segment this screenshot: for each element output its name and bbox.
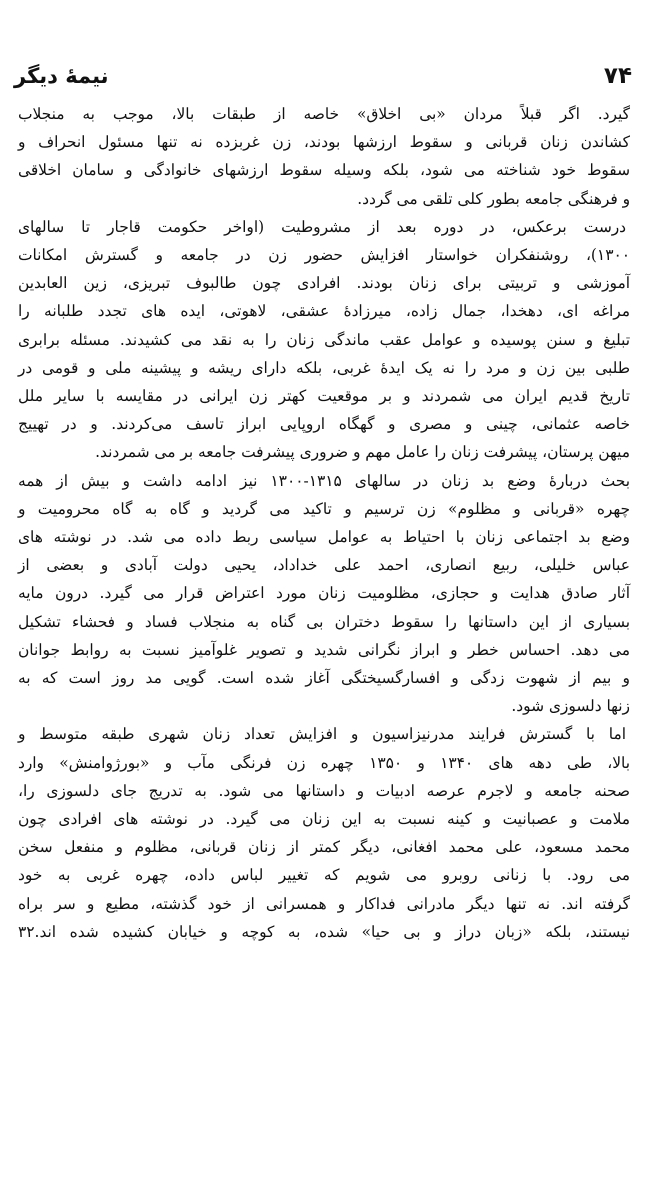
body-text xyxy=(18,100,630,946)
text-line: چهره «قربانی و مظلوم» زن ترسیم و تاکید می گردید و گاه به گاه محرومیت و xyxy=(18,499,630,518)
text-line: میهن پرستان، پیشرفت زنان را عامل مهم و ضروری پیشرفت جامعه بر می شمردند. xyxy=(95,443,630,462)
running-title: نیمهٔ دیگر xyxy=(14,64,109,88)
text-line: ملامت و عصبانیت و کینه نسبت به این زنان می گیرد. در نوشته های افرادی چون xyxy=(18,810,630,829)
page-header xyxy=(14,58,632,94)
text-line: محمد مسعود، علی محمد افغانی، دیگر کمتر از زنان قربانی، مظلوم و منفعل سخن xyxy=(18,838,630,857)
text-line: ۱۳۰۰)، روشنفکران خواستار افزایش حضور زن در جامعه و گسترش امکانات xyxy=(18,246,630,265)
page-number: ۷۴ xyxy=(603,63,632,89)
text-line: می دهد. احساس خطر و ابراز نگرانی شدید و تصویر غلوآمیز نسبت به روابط جوانان xyxy=(18,640,630,659)
text-line: درست برعکس، در دوره بعد از مشروطیت (اواخر حکومت قاجار تا سالهای xyxy=(18,217,626,236)
text-line: آثار صادق هدایت و حجازی، مظلومیت زنان مورد اعتراض قرار می گیرد. درون مایه xyxy=(18,584,630,603)
text-line: و بیم از شهوت زدگی و افسارگسیختگی آغاز شده است. گویی مد روز است که به xyxy=(18,669,630,688)
text-line: اما با گسترش فرایند مدرنیزاسیون و افزایش تعداد زنان شهری طبقه متوسط و xyxy=(18,725,626,744)
text-line: کشاندن زنان قربانی و سقوط ارزشها بودند، زن غربزده نه تنها مسئول انحراف و xyxy=(18,133,630,152)
text-line: زنها دلسوزی شود. xyxy=(511,697,630,716)
text-line: گیرد. اگر قبلاً مردان «بی اخلاق» خاصه از طبقات بالا، موجب به منجلاب xyxy=(18,105,630,123)
text-line: بسیاری از این داستانها را سقوط دختران بی گناه به منجلاب فساد و فحشاء تشکیل xyxy=(18,612,630,631)
text-line: بحث دربارهٔ وضع بد زنان در سالهای ۱۳۱۵-۱۳۰۰ نیز ادامه داشت و بیش از همه xyxy=(18,471,630,490)
text-line: و فرهنگی جامعه بطور کلی تلقی می گردد. xyxy=(357,189,630,208)
text-line: آموزشی و تربیتی برای زنان بودند. افرادی چون طالبوف تبریزی، زین العابدین xyxy=(18,274,630,293)
text-line: گرفته اند. نه تنها دیگر مادرانی فداکار و همسرانی از خود گذشته، مطیع و سر براه xyxy=(18,894,630,913)
text-line: بالا، طی دهه های ۱۳۴۰ و ۱۳۵۰ چهره زن فرنگی مآب و «بورژوامنش» وارد xyxy=(18,753,631,772)
text-line: صحنه جامعه و لاجرم عرصه ادبیات و داستانها می شود. به تدریج جای دلسوزی را، xyxy=(18,781,630,800)
text-line: مراغه ای، دهخدا، جمال زاده، میرزادهٔ عشقی، لاهوتی، ایده های تجدد طلبانه را xyxy=(18,302,630,321)
text-line: خاصه عثمانی، چینی و مصری و گهگاه اروپایی ابراز تاسف می‌کردند. و در تهییج xyxy=(18,415,630,434)
text-line: سقوط خود شناخته می شود، بلکه وسیله سقوط ارزشهای خانوادگی و سامان اخلاقی xyxy=(18,161,630,180)
text-line: می رود. با زنانی روبرو می شویم که تغییر لباس داده، چهره غربی به خود xyxy=(18,866,630,885)
text-line: طلبی بین زن و مرد را نه یک ایدهٔ غربی، بلکه دارای ریشه و پیشینه ملی و قومی در xyxy=(18,358,630,377)
text-line: نیستند، بلکه «زبان دراز و بی حیا» شده، به کوچه و خیابان کشیده شده اند.۳۲ xyxy=(18,922,630,941)
text-line: عباس خلیلی، ربیع انصاری، احمد علی خداداد، یحیی دولت آبادی و بعضی از xyxy=(18,556,630,575)
text-line: تبلیغ و سنن پوسیده و عوامل عقب ماندگی زنان را به نقد می کشیدند. مسئله برابری xyxy=(18,330,630,349)
text-line: وضع بد اجتماعی زنان با احتیاط به عوامل سیاسی ربط داده می شد. در نوشته های xyxy=(18,528,630,547)
text-line: تاریخ قدیم ایران می شمردند و بر موقعیت کهتر زن ایرانی در مقایسه با سایر ملل xyxy=(18,387,630,406)
